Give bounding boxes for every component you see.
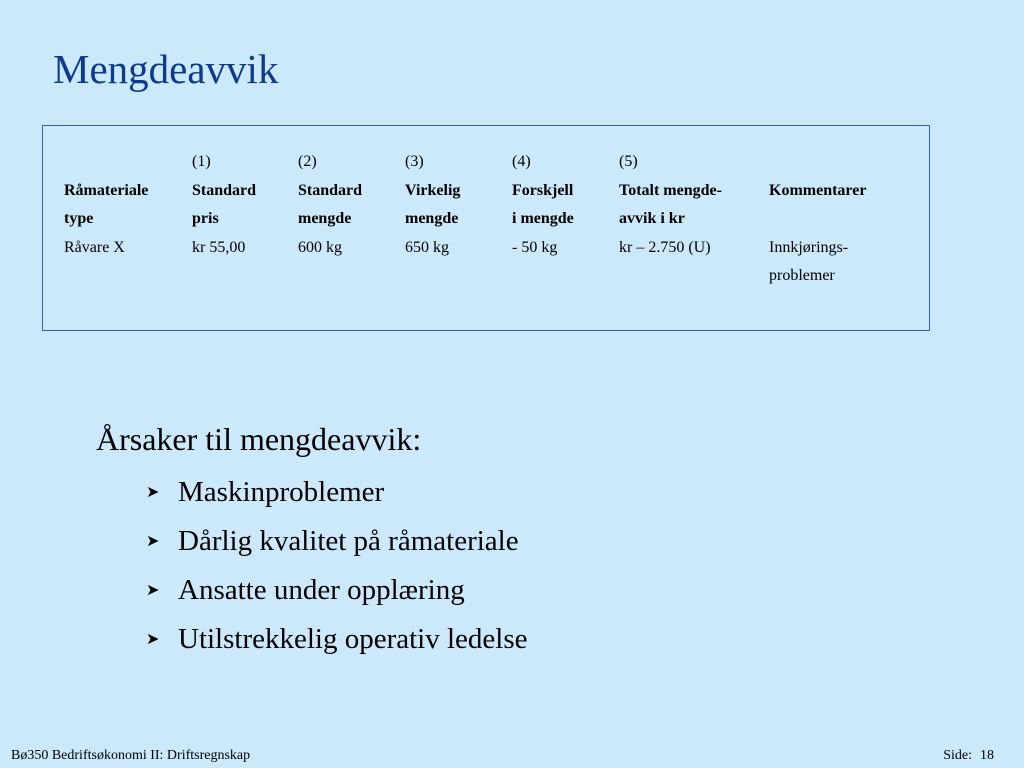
causes-list	[146, 468, 528, 664]
table-cell: Innkjørings-	[769, 238, 849, 256]
table-cell	[769, 148, 899, 177]
list-item-text: Ansatte under opplæring	[178, 574, 465, 607]
table-header-row-1	[64, 177, 899, 206]
table-cell: 650 kg	[405, 238, 449, 256]
arrow-bullet-icon: ➤	[146, 630, 160, 648]
table-header-cell: Totalt mengde-	[619, 181, 722, 199]
table-cell: 600 kg	[298, 238, 342, 256]
table-cell: (5)	[619, 153, 638, 171]
variance-table	[64, 148, 899, 291]
table-header-cell	[769, 205, 899, 234]
table-cell: Råvare X	[64, 238, 125, 256]
table-cell	[619, 262, 769, 291]
list-item	[146, 566, 528, 615]
table-cell: problemer	[769, 267, 835, 285]
table-cell: - 50 kg	[512, 238, 558, 256]
table-header-cell: mengde	[298, 210, 352, 228]
table-cell	[64, 262, 192, 291]
table-header-cell: Standard	[192, 181, 257, 199]
table-cell: (3)	[405, 153, 424, 171]
page-number: 18	[980, 748, 994, 763]
variance-table-box	[42, 125, 930, 331]
arrow-bullet-icon: ➤	[146, 581, 160, 599]
table-row	[64, 262, 899, 291]
list-item-text: Utilstrekkelig operativ ledelse	[178, 623, 528, 656]
list-item-text: Dårlig kvalitet på råmateriale	[178, 525, 519, 558]
table-header-row-2	[64, 205, 899, 234]
table-header-cell: i mengde	[512, 210, 574, 228]
list-item-text: Maskinproblemer	[178, 476, 385, 509]
arrow-bullet-icon: ➤	[146, 532, 160, 550]
footer-course: Bø350 Bedriftsøkonomi II: Driftsregnskap	[11, 748, 251, 763]
table-cell	[64, 148, 192, 177]
causes-heading: Årsaker til mengdeavvik:	[96, 421, 422, 457]
page-label: Side:	[943, 748, 972, 763]
list-item	[146, 468, 528, 517]
table-header-cell: pris	[192, 210, 219, 228]
table-header-cell: mengde	[405, 210, 459, 228]
table-header-cell: avvik i kr	[619, 210, 685, 228]
table-cell	[512, 262, 619, 291]
table-cell	[405, 262, 512, 291]
table-cell: (1)	[192, 153, 211, 171]
table-cell: kr 55,00	[192, 238, 246, 256]
slide-title: Mengdeavvik	[53, 46, 279, 92]
table-row	[64, 234, 899, 263]
table-cell	[298, 262, 405, 291]
table-cell: (4)	[512, 153, 531, 171]
table-header-cell: Virkelig	[405, 181, 461, 199]
table-header-cell: Kommentarer	[769, 181, 867, 199]
table-cell: (2)	[298, 153, 317, 171]
footer-page	[943, 748, 994, 764]
table-row-numbers	[64, 148, 899, 177]
list-item	[146, 615, 528, 664]
table-header-cell: Forskjell	[512, 181, 574, 199]
list-item	[146, 517, 528, 566]
table-header-cell: Råmateriale	[64, 181, 149, 199]
table-header-cell: type	[64, 210, 94, 228]
table-cell: kr – 2.750 (U)	[619, 238, 711, 256]
table-header-cell: Standard	[298, 181, 363, 199]
arrow-bullet-icon: ➤	[146, 483, 160, 501]
table-cell	[192, 262, 298, 291]
causes-section	[96, 420, 528, 664]
